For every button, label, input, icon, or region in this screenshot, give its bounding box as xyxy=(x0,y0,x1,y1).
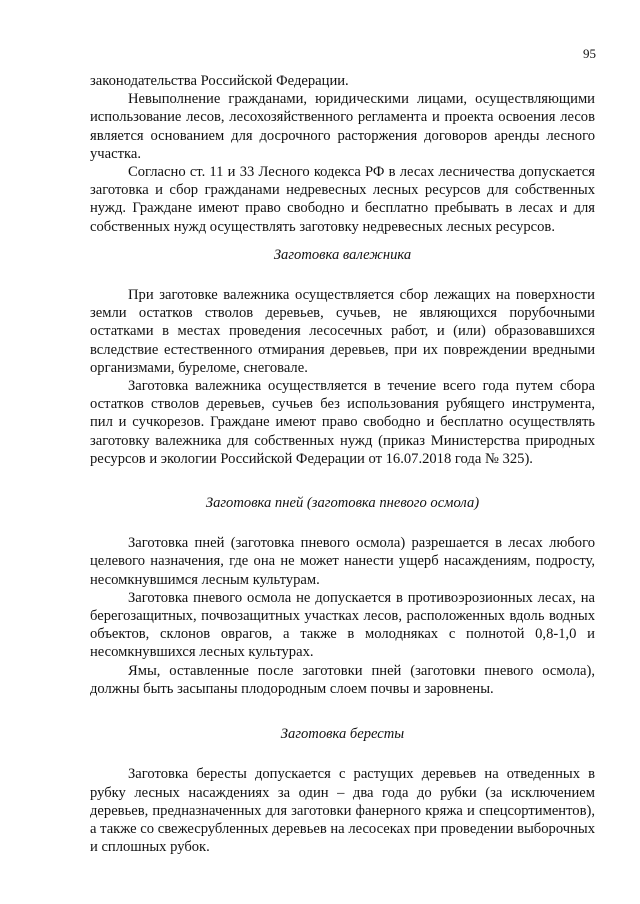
paragraph-stumps-allowed: Заготовка пней (заготовка пневого осмола) разрешается в лесах любого целевого назначения, где она не может нанести ущерб насаждениям, подросту, несомкнувшимся лесным культурам. xyxy=(90,535,595,588)
paragraph-deadwood-rules: Заготовка валежника осуществляется в течение всего года путем сбора остатков стволов деревьев, сучьев без использования рубящего инструмента, пил и сучкорезов. Граждане имеют право свободно и бесплатно осуществлять заготовку валежника для собственных нужд (приказ Министерства природных ресурсов и экологии Российской Федерации от 16.07.2018 года № 325). xyxy=(90,378,595,467)
paragraph-birch-bark: Заготовка бересты допускается с растущих деревьев на отведенных в рубку лесных насаждениях за один – два года до рубки (за исключением деревьев, предназначенных для заготовки фанерного кряжа и спецсортиментов), а также со свежесрубленных деревьев на лесосеках при проведении выборочных и сплошных рубок. xyxy=(90,766,595,856)
paragraph-continuation: законодательства Российской Федерации. xyxy=(90,73,349,89)
page-content xyxy=(90,72,595,856)
paragraph-violation: Невыполнение гражданами, юридическими лицами, осуществляющими использование лесов, лесохозяйственного регламента и проекта освоения лесов является основанием для досрочного расторжения договоров аренды лесного участка. xyxy=(90,91,595,162)
paragraph-deadwood-definition: При заготовке валежника осуществляется сбор лежащих на поверхности земли остатков стволов деревьев, сучьев, не являющихся порубочными остатками в местах проведения лесосечных работ, и (или) образовавшихся вследствие естественного отмирания деревьев, при их повреждении вредными организмами, буреломе, снеговале. xyxy=(90,287,595,376)
paragraph-stumps-restricted: Заготовка пневого осмола не допускается в противоэрозионных лесах, на берегозащитных, почвозащитных участках лесов, расположенных вдоль водных объектов, склонов оврагов, а также в молодняках с полнотой 0,8-1,0 и несомкнувшихся лесных культурах. xyxy=(90,589,595,661)
section-heading-birch-bark: Заготовка бересты xyxy=(280,726,405,743)
section-heading-deadwood: Заготовка валежника xyxy=(273,246,412,263)
paragraph-stumps-pits: Ямы, оставленные после заготовки пней (заготовки пневого осмола), должны быть засыпаны плодородным слоем почвы и заровнены. xyxy=(90,662,595,697)
section-heading-stumps: Заготовка пней (заготовка пневого осмола) xyxy=(205,495,480,512)
page-number: 95 xyxy=(583,46,596,61)
paragraph-forest-code: Согласно ст. 11 и 33 Лесного кодекса РФ в лесах лесничества допускается заготовка и сбор гражданами недревесных лесных ресурсов для собственных нужд. Граждане имеют право свободно и бесплатно пребывать в лесах и для собственных нужд осуществлять заготовку недревесных лесных ресурсов. xyxy=(90,164,595,235)
